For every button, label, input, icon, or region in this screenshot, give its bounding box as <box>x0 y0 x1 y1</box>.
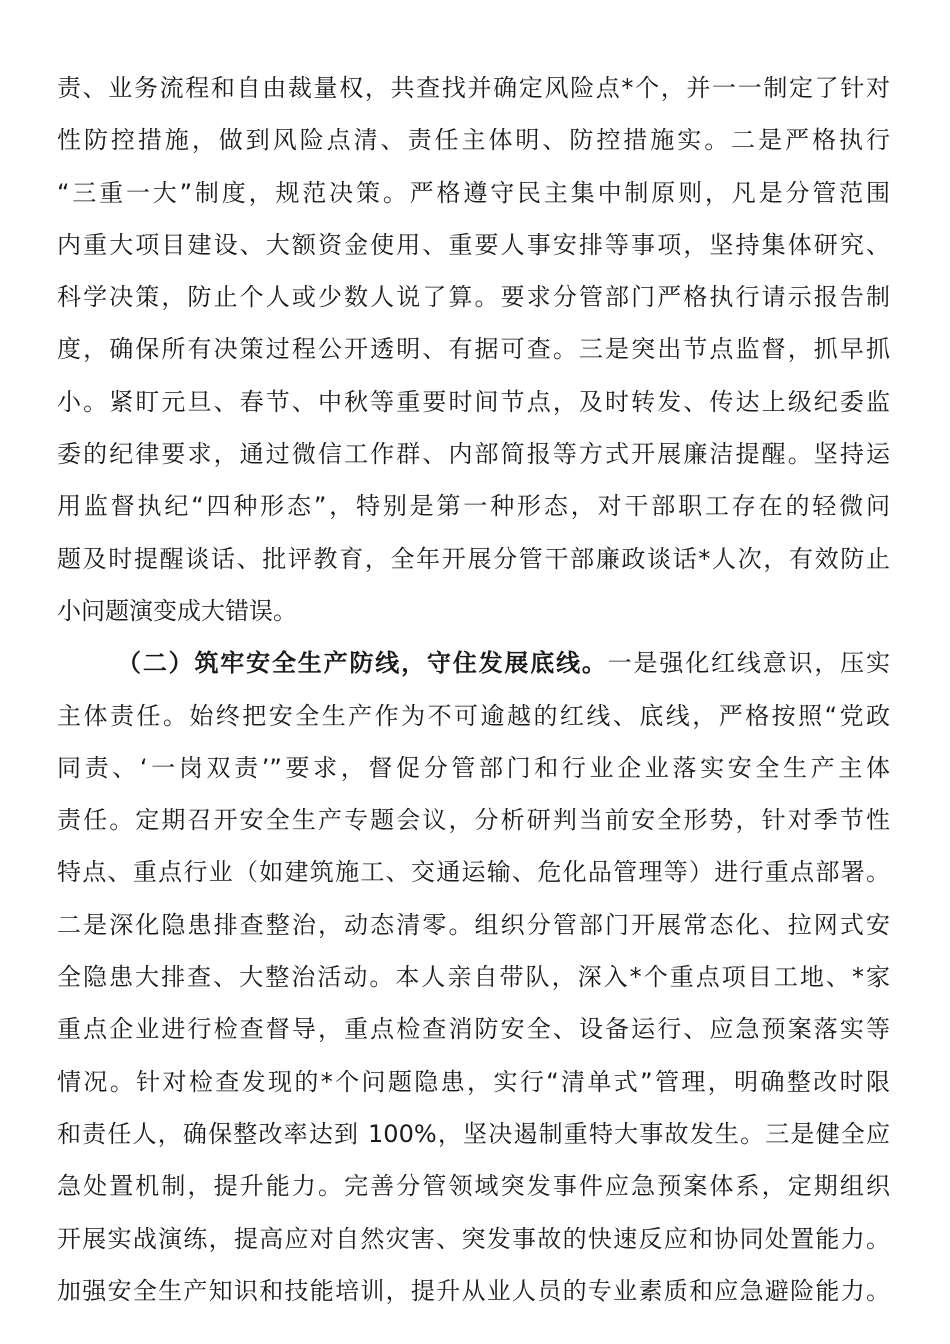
text-line: 一是强化红线意识，压实 <box>607 649 890 678</box>
text-line: 情况。针对检查发现的*个问题隐患，实行“清单式”管理，明确整改时限 <box>57 1067 890 1096</box>
text-line: 开展实战演练，提高应对自然灾害、突发事故的快速反应和协同处置能力。 <box>57 1224 890 1253</box>
text-line: 责任。定期召开安全生产专题会议，分析研判当前安全形势，针对季节性 <box>57 806 890 835</box>
paragraph-integrity <box>57 62 890 637</box>
text-line: 性防控措施，做到风险点清、责任主体明、防控措施实。二是严格执行 <box>57 126 890 155</box>
text-line: 全隐患大排查、大整治活动。本人亲自带队，深入*个重点项目工地、*家 <box>57 963 890 992</box>
document-page <box>57 62 890 1317</box>
text-line: “三重一大”制度，规范决策。严格遵守民主集中制原则，凡是分管范围 <box>57 178 890 207</box>
text-line: 二是深化隐患排查整治，动态清零。组织分管部门开展常态化、拉网式安 <box>57 910 890 939</box>
text-line: 小问题演变成大错误。 <box>57 596 297 625</box>
text-line: 度，确保所有决策过程公开透明、有据可查。三是突出节点监督，抓早抓 <box>57 335 890 364</box>
text-line: 责、业务流程和自由裁量权，共查找并确定风险点*个，并一一制定了针对 <box>57 74 890 102</box>
paragraph-safety-production <box>57 637 890 1317</box>
text-line: 小。紧盯元旦、春节、中秋等重要时间节点，及时转发、传达上级纪委监 <box>57 387 890 416</box>
section-heading: （二）筑牢安全生产防线，守住发展底线。 <box>117 649 608 678</box>
section-heading-line <box>57 637 890 689</box>
text-line: 重点企业进行检查督导，重点检查消防安全、设备运行、应急预案落实等 <box>57 1015 890 1044</box>
text-line: 加强安全生产知识和技能培训，提升从业人员的专业素质和应急避险能力。 <box>57 1276 890 1305</box>
text-line: 急处置机制，提升能力。完善分管领域突发事件应急预案体系，定期组织 <box>57 1172 890 1201</box>
text-line: 特点、重点行业（如建筑施工、交通运输、危化品管理等）进行重点部署。 <box>57 858 890 887</box>
text-line: 主体责任。始终把安全生产作为不可逾越的红线、底线，严格按照“党政 <box>57 701 890 730</box>
text-line: 委的纪律要求，通过微信工作群、内部简报等方式开展廉洁提醒。坚持运 <box>57 440 890 469</box>
text-line: 科学决策，防止个人或少数人说了算。要求分管部门严格执行请示报告制 <box>57 283 890 312</box>
text-line: 同责、‘一岗双责’”要求，督促分管部门和行业企业落实安全生产主体 <box>57 753 890 782</box>
text-line: 用监督执纪“四种形态”，特别是第一种形态，对干部职工存在的轻微问 <box>57 492 890 521</box>
text-line: 内重大项目建设、大额资金使用、重要人事安排等事项，坚持集体研究、 <box>57 230 890 259</box>
text-line: 和责任人，确保整改率达到 100%，坚决遏制重特大事故发生。三是健全应 <box>57 1119 890 1148</box>
text-line: 题及时提醒谈话、批评教育，全年开展分管干部廉政谈话*人次，有效防止 <box>57 544 890 573</box>
